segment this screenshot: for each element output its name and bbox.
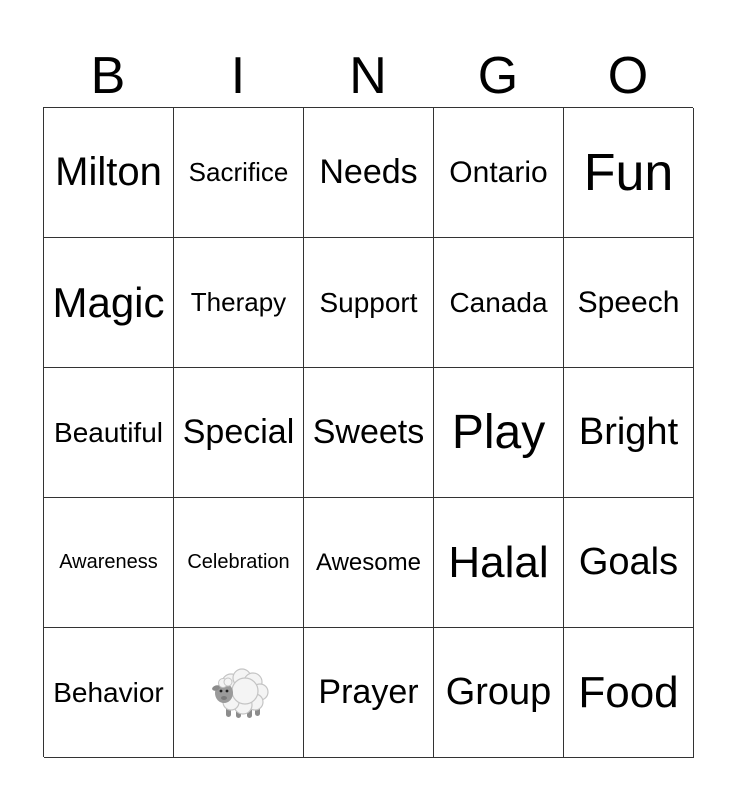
header-letter-g: G [477,47,519,105]
cell-text: Magic [52,278,165,326]
cell-text: Support [319,286,418,318]
bingo-cell[interactable] [44,108,174,238]
cell-text: Group [445,671,552,713]
bingo-cell[interactable] [44,498,174,628]
bingo-cell[interactable] [434,108,564,238]
bingo-cell[interactable] [304,368,434,498]
cell-text: Goals [578,541,679,583]
header-letter-n: N [349,47,387,105]
header-letter-o: O [607,47,649,105]
cell-text: Special [182,413,295,451]
bingo-cell[interactable] [174,238,304,368]
bingo-cell[interactable] [174,108,304,238]
bingo-header [43,46,693,106]
bingo-cell[interactable] [44,368,174,498]
cell-text: Awareness [59,551,158,573]
sheep-icon [207,661,271,725]
cell-text: Food [578,667,679,717]
cell-text: Ontario [449,155,548,189]
cell-text: Awesome [316,548,421,576]
bingo-grid [43,107,693,757]
bingo-cell[interactable] [434,368,564,498]
cell-text: Beautiful [54,416,163,448]
cell-text: Halal [448,537,549,587]
cell-text: Play [451,406,546,459]
bingo-cell[interactable] [304,108,434,238]
bingo-cell[interactable] [304,238,434,368]
cell-text: Therapy [190,287,287,317]
cell-text: Needs [319,153,418,191]
cell-text: Canada [449,286,548,318]
free-space-cell[interactable] [174,628,304,758]
bingo-cell[interactable] [564,368,694,498]
bingo-cell[interactable] [564,238,694,368]
bingo-cell[interactable] [44,238,174,368]
bingo-cell[interactable] [564,628,694,758]
bingo-cell[interactable] [304,628,434,758]
cell-text: Sweets [312,413,425,451]
bingo-cell[interactable] [174,368,304,498]
cell-text: Bright [578,411,679,453]
bingo-cell[interactable] [564,498,694,628]
cell-text: Speech [577,285,680,319]
bingo-cell[interactable] [434,238,564,368]
cell-text: Behavior [53,676,164,708]
header-letter-i: I [230,47,246,105]
bingo-cell[interactable] [44,628,174,758]
bingo-cell[interactable] [564,108,694,238]
cell-text: Milton [55,150,162,194]
header-letter-b: B [90,47,126,105]
cell-text: Sacrifice [188,157,289,187]
bingo-cell[interactable] [434,498,564,628]
bingo-cell[interactable] [174,498,304,628]
cell-text: Fun [583,143,674,202]
cell-text: Celebration [187,551,290,573]
cell-text: Prayer [318,673,419,711]
bingo-cell[interactable] [434,628,564,758]
bingo-cell[interactable] [304,498,434,628]
